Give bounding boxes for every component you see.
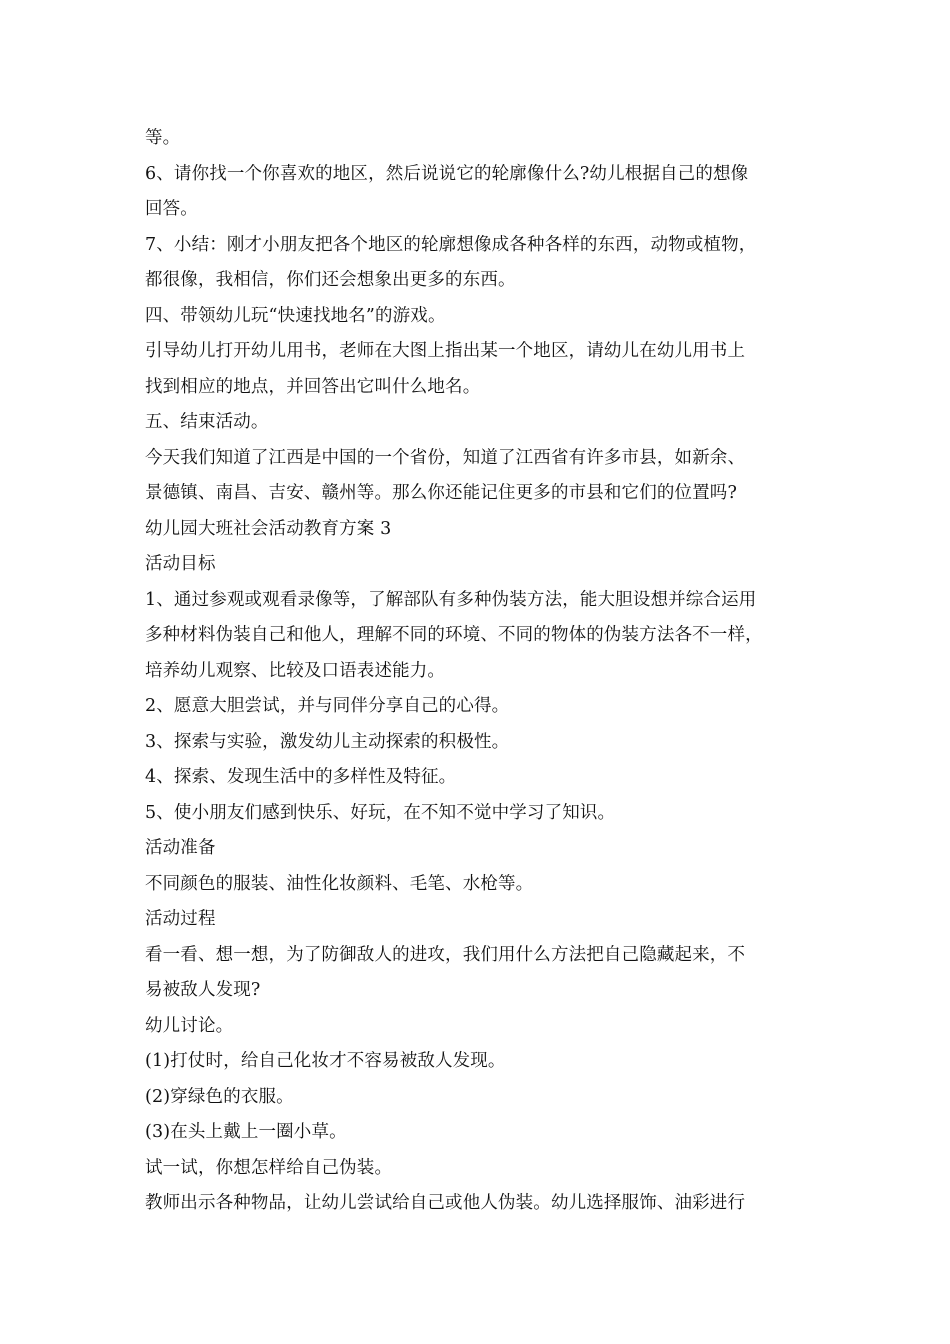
subsection-heading: 活动准备 [145,838,216,858]
text-line: 1、通过参观或观看录像等，了解部队有多种伪装方法，能大胆设想并综合运用 [145,589,757,610]
text-line: 7、小结：刚才小朋友把各个地区的轮廓想像成各种各样的东西，动物或植物， [145,234,757,255]
text-line: 幼儿讨论。 [145,1015,234,1036]
text-line: 五、结束活动。 [145,412,269,432]
text-line: (3)在头上戴上一圈小草。 [145,1122,347,1142]
text-line: 教师出示各种物品，让幼儿尝试给自己或他人伪装。幼儿选择服饰、油彩进行 [145,1193,746,1213]
text-line: 景德镇、南昌、吉安、赣州等。那么你还能记住更多的市县和它们的位置吗? [145,483,737,503]
text-line: 今天我们知道了江西是中国的一个省份，知道了江西省有许多市县，如新余、 [145,447,746,468]
text-line: 试一试，你想怎样给自己伪装。 [145,1157,393,1178]
text-line: 多种材料伪装自己和他人，理解不同的环境、不同的物体的伪装方法各不一样， [145,625,763,645]
subsection-heading: 活动过程 [145,909,216,929]
text-line: 等。 [145,128,181,148]
text-line: 四、带领幼儿玩“快速找地名”的游戏。 [145,305,446,326]
text-line: 培养幼儿观察、比较及口语表述能力。 [145,660,446,681]
text-line: 3、探索与实验，激发幼儿主动探索的积极性。 [145,731,510,752]
text-line: (2)穿绿色的衣服。 [145,1086,294,1107]
text-line: 回答。 [145,199,198,219]
text-line: 5、使小朋友们感到快乐、好玩，在不知不觉中学习了知识。 [145,802,616,823]
text-line: 4、探索、发现生活中的多样性及特征。 [145,767,457,787]
text-line: 看一看、想一想，为了防御敌人的进攻，我们用什么方法把自己隐藏起来，不 [145,944,746,965]
text-line: 都很像，我相信，你们还会想象出更多的东西。 [145,270,516,290]
text-line: (1)打仗时，给自己化妆才不容易被敌人发现。 [145,1051,506,1071]
text-line: 引导幼儿打开幼儿用书，老师在大图上指出某一个地区，请幼儿在幼儿用书上 [145,341,746,361]
document-body [145,121,815,1222]
text-line: 找到相应的地点，并回答出它叫什么地名。 [145,376,481,397]
subsection-heading: 活动目标 [145,554,216,574]
text-line: 易被敌人发现? [145,980,261,1000]
section-title: 幼儿园大班社会活动教育方案 3 [145,518,392,539]
text-line: 2、愿意大胆尝试，并与同伴分享自己的心得。 [145,696,510,716]
text-line: 不同颜色的服装、油性化妆颜料、毛笔、水枪等。 [145,873,534,894]
text-line: 6、请你找一个你喜欢的地区，然后说说它的轮廓像什么?幼儿根据自己的想像 [145,163,749,184]
